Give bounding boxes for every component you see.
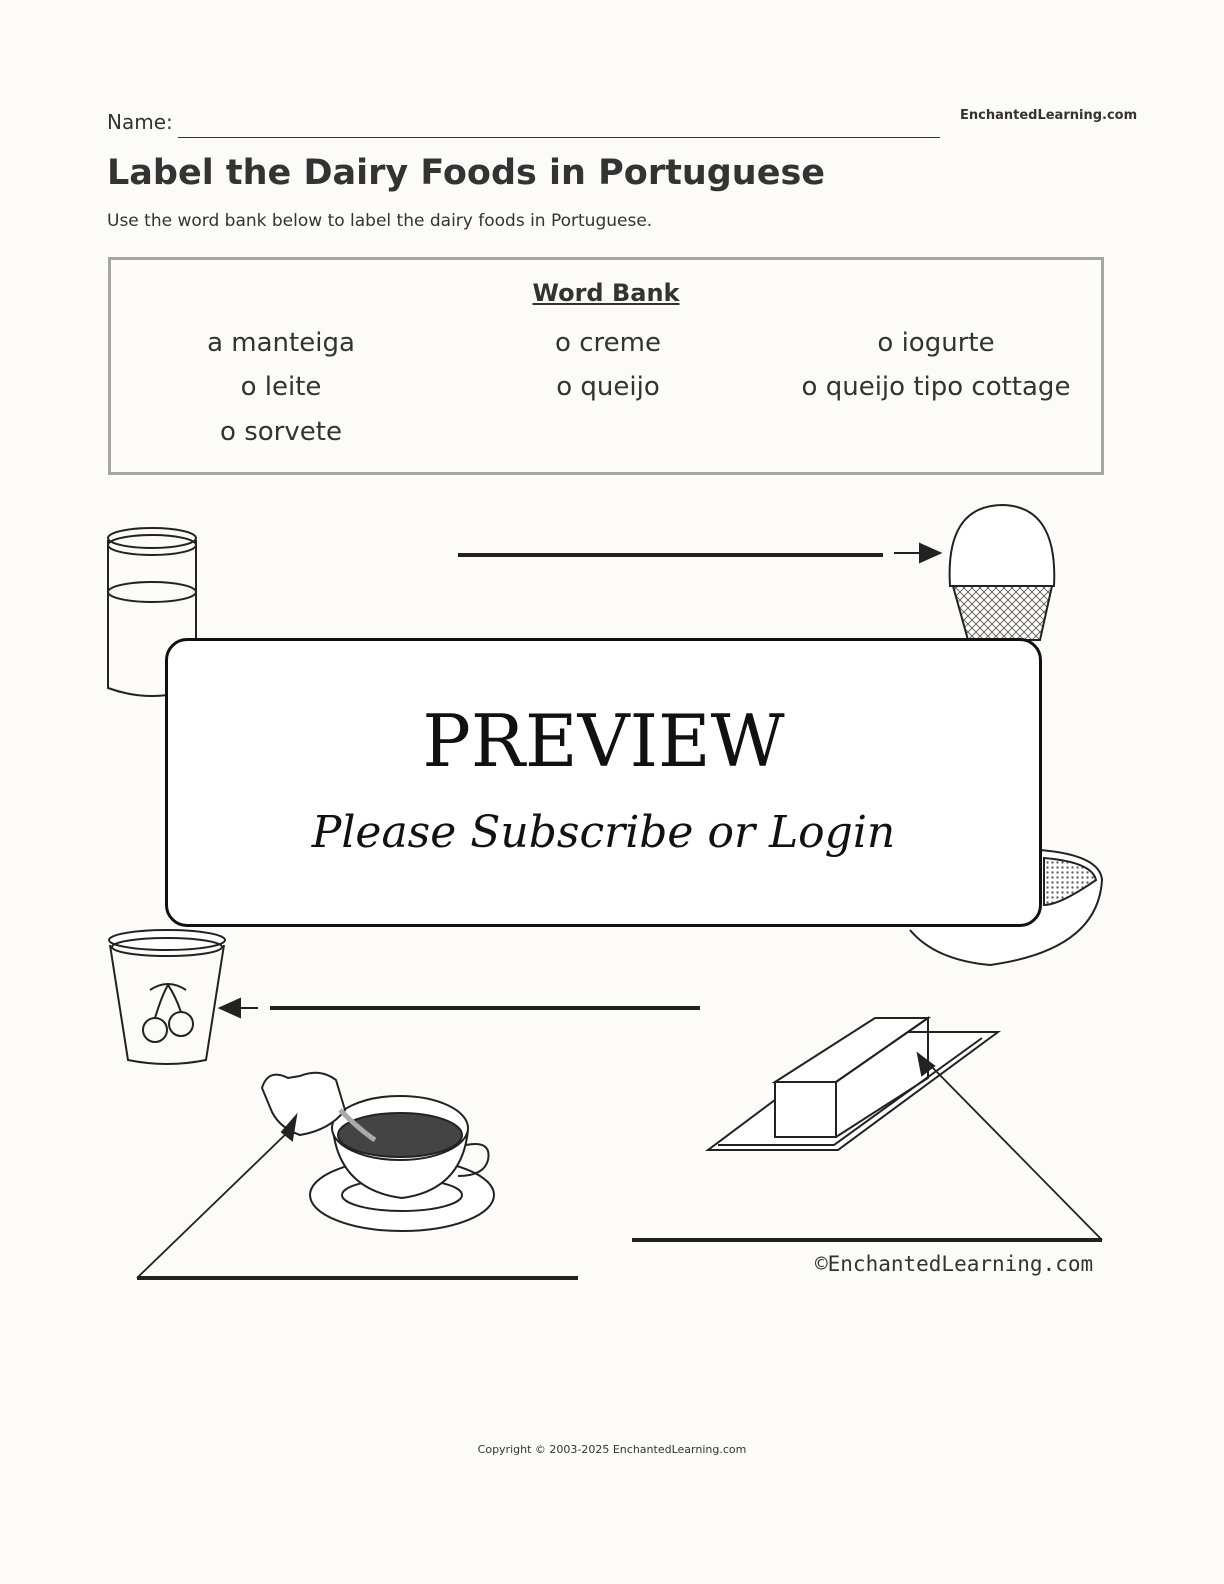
word-bank-item: o queijo tipo cottage [801,372,1071,402]
word-bank-item: a manteiga [207,328,355,358]
word-bank-item: o leite [240,372,322,402]
name-label: Name: [107,110,173,134]
image-credit: ©EnchantedLearning.com [815,1252,1094,1276]
copyright-footer: Copyright © 2003-2025 EnchantedLearning.com [477,1443,747,1456]
page-title: Label the Dairy Foods in Portuguese [107,153,826,193]
word-bank-item: o iogurte [877,328,995,358]
cream-teacup-icon [262,1073,494,1231]
word-bank-item: o queijo [556,372,660,402]
site-brand[interactable]: EnchantedLearning.com [960,108,1138,123]
word-bank-item: o creme [555,328,661,358]
subscribe-login-prompt[interactable]: Please Subscribe or Login [311,807,896,858]
instructions: Use the word bank below to label the dairy foods in Portuguese. [107,211,653,231]
word-bank-heading: Word Bank [532,279,680,307]
word-bank-item: o sorvete [220,417,342,447]
yogurt-icon [109,930,225,1064]
ice-cream-icon [950,505,1055,640]
preview-overlay[interactable] [165,638,1042,927]
preview-title: PREVIEW [422,699,785,783]
butter-icon [708,1018,998,1150]
